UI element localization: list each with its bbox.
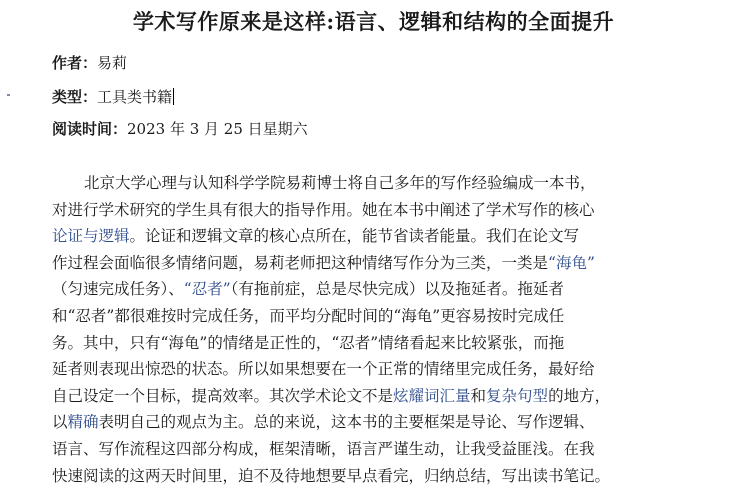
body-paragraph[interactable] <box>52 170 692 489</box>
body-text: 延者则表现出惊恐的状态。所以如果想要在一个正常的情绪里完成任务，最好给 <box>52 360 595 379</box>
body-text: 的地方， <box>548 386 611 405</box>
date-row <box>52 118 308 139</box>
body-text: 自己设定一个目标，提高效率。其次学术论文不是 <box>52 386 394 405</box>
date-label: 阅读时间： <box>52 120 128 138</box>
body-line <box>52 197 692 224</box>
body-text: 务。其中，只有“海龟”的情绪是正性的，“忍者”情绪看起来比较紧张，而拖 <box>52 333 565 352</box>
date-value[interactable]: 2023 年 3 月 25 日星期六 <box>127 120 308 138</box>
body-line <box>52 383 692 410</box>
author-label: 作者： <box>52 54 98 72</box>
body-line <box>52 463 692 490</box>
body-text: （匀速完成任务）、 <box>52 280 184 299</box>
body-line <box>52 250 692 277</box>
body-text: 快速阅读的这两天时间里，迫不及待地想要早点看完，归纳总结，写出读书笔记。 <box>52 466 611 485</box>
body-line <box>52 303 692 330</box>
document-title: 学术写作原来是这样:语言、逻辑和结构的全面提升 <box>132 9 615 34</box>
body-line <box>52 223 692 250</box>
body-text: （有拖前症，总是尽快完成）以及拖延者。拖延者 <box>230 280 564 299</box>
body-line <box>52 170 692 197</box>
author-row <box>52 52 127 73</box>
body-line <box>52 356 692 383</box>
body-text: 作过程会面临很多情绪问题，易莉老师把这种情绪写作分为三类，一类是 <box>52 253 549 272</box>
highlight-term: 复杂句型 <box>486 386 549 405</box>
author-value[interactable]: 易莉 <box>97 54 128 72</box>
highlight-term: 论证与逻辑 <box>52 227 130 246</box>
highlight-term: 精确 <box>67 413 99 432</box>
body-line <box>52 409 692 436</box>
body-text: 表明自己的观点为主。总的来说，这本书的主要框架是导论、写作逻辑、 <box>98 413 595 432</box>
body-text: 以 <box>52 413 68 432</box>
text-cursor <box>173 88 174 105</box>
type-label: 类型： <box>52 88 98 106</box>
body-line <box>52 436 692 463</box>
body-text: 语言、写作流程这四部分构成，框架清晰，语言严谨生动，让我受益匪浅。在我 <box>52 439 595 458</box>
body-text: 对进行学术研究的学生具有很大的指导作用。她在本书中阐述了学术写作的核心 <box>52 200 595 219</box>
type-row <box>52 86 174 107</box>
body-text: 和 <box>470 386 487 405</box>
body-text: 。论证和逻辑文章的核心点所在，能节省读者能量。我们在论文写 <box>129 227 580 246</box>
body-text: 北京大学心理与认知科学学院易莉博士将自己多年的写作经验编成一本书， <box>84 174 596 192</box>
body-line <box>52 276 692 303</box>
highlight-term: “海龟” <box>548 253 595 272</box>
type-value[interactable]: 工具类书籍 <box>97 88 173 106</box>
body-text: 和“忍者”都很难按时完成任务，而平均分配时间的“海龟”更容易按时完成任 <box>52 306 565 325</box>
highlight-term: 炫耀词汇量 <box>393 386 471 405</box>
body-line <box>52 330 692 357</box>
highlight-term: “忍者” <box>183 280 231 299</box>
margin-mark <box>7 94 10 96</box>
